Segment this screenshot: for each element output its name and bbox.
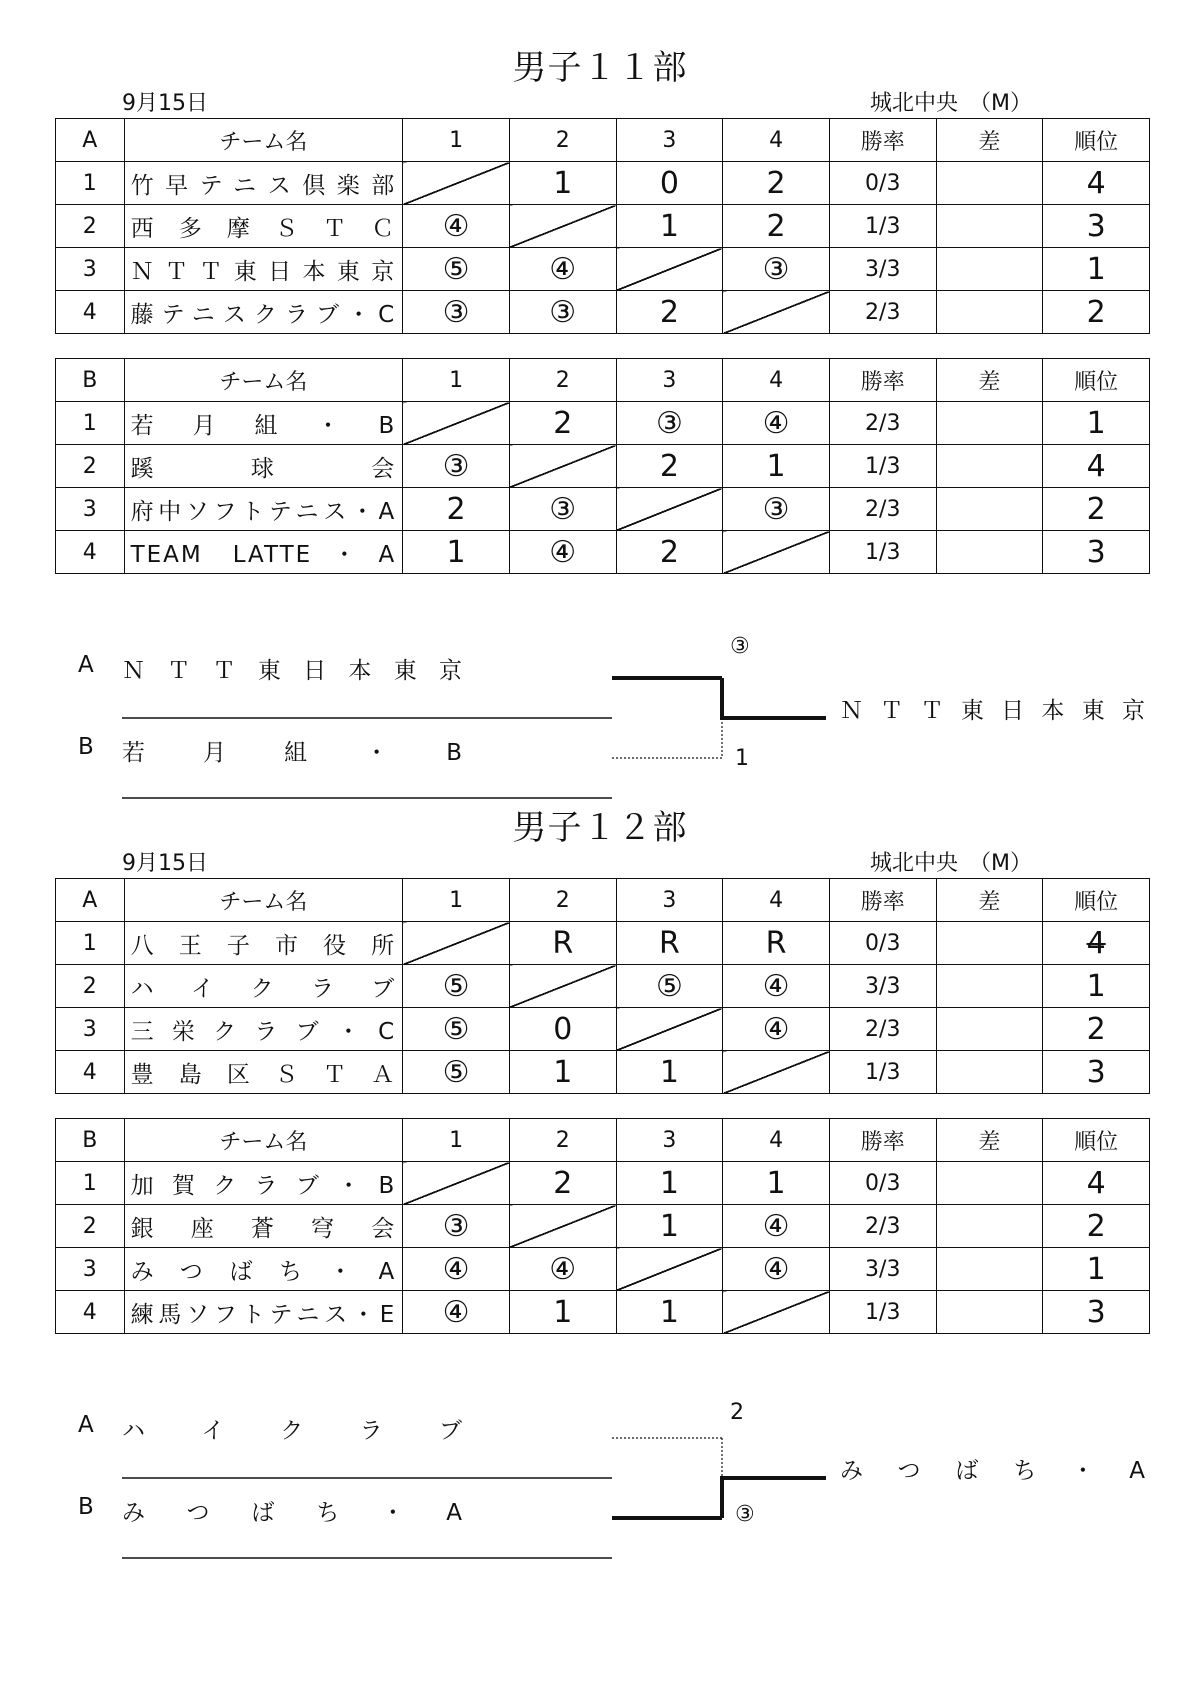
- score-cell: ③: [403, 445, 510, 488]
- rank: 1: [1043, 965, 1150, 1008]
- win-rate: 2/3: [829, 1205, 936, 1248]
- row-number: 2: [56, 965, 125, 1008]
- rank: 1: [1043, 402, 1150, 445]
- column-header: チーム名: [124, 1119, 403, 1162]
- score-cell: ④: [723, 1205, 830, 1248]
- point-diff: [936, 1051, 1043, 1094]
- score-cell: ⑤: [403, 248, 510, 291]
- table-row: [56, 402, 1150, 445]
- point-diff: [936, 1291, 1043, 1334]
- final-winner: みつばち・A: [840, 1458, 1145, 1484]
- score-cell: 2: [509, 1162, 616, 1205]
- column-header: 2: [509, 1119, 616, 1162]
- score-cell: ③: [723, 248, 830, 291]
- score-cell: ④: [509, 248, 616, 291]
- point-diff: [936, 488, 1043, 531]
- team-name: 三栄クラブ・C: [124, 1008, 403, 1051]
- group-table-a: [55, 118, 1150, 334]
- team-name: 若月組・B: [124, 402, 403, 445]
- team-name: みつばち・A: [124, 1248, 403, 1291]
- bracket-lines: [0, 1390, 1200, 1570]
- score-cell: R: [616, 922, 723, 965]
- column-header: 勝率: [829, 1119, 936, 1162]
- rank: 3: [1043, 205, 1150, 248]
- score-cell: 1: [616, 1291, 723, 1334]
- column-header: 差: [936, 359, 1043, 402]
- point-diff: [936, 1248, 1043, 1291]
- row-number: 3: [56, 488, 125, 531]
- rank: 4: [1043, 922, 1150, 965]
- diagonal-cell: [509, 965, 616, 1008]
- team-name: 竹早テニス倶楽部: [124, 162, 403, 205]
- final-a-label: A: [78, 652, 94, 678]
- score-cell: ④: [403, 1291, 510, 1334]
- team-name: ＮＴＴ東日本東京: [124, 248, 403, 291]
- table-row: [56, 1291, 1150, 1334]
- final-a-score: 2: [730, 1400, 744, 1425]
- diagonal-cell: [723, 1051, 830, 1094]
- diagonal-cell: [616, 1248, 723, 1291]
- final-b-label: B: [78, 734, 94, 760]
- diagonal-cell: [403, 922, 510, 965]
- score-cell: 1: [509, 1291, 616, 1334]
- team-name: 豊島区ＳＴＡ: [124, 1051, 403, 1094]
- point-diff: [936, 162, 1043, 205]
- team-name: 加賀クラブ・B: [124, 1162, 403, 1205]
- score-cell: 2: [509, 402, 616, 445]
- score-cell: ③: [723, 488, 830, 531]
- table-row: [56, 291, 1150, 334]
- score-cell: ④: [509, 531, 616, 574]
- team-name: 藤テニスクラブ・C: [124, 291, 403, 334]
- score-cell: 1: [616, 1205, 723, 1248]
- diagonal-cell: [509, 205, 616, 248]
- final-b-label: B: [78, 1494, 94, 1520]
- diagonal-cell: [723, 1291, 830, 1334]
- row-number: 1: [56, 162, 125, 205]
- point-diff: [936, 205, 1043, 248]
- rank: 1: [1043, 248, 1150, 291]
- score-cell: 1: [723, 445, 830, 488]
- point-diff: [936, 1205, 1043, 1248]
- win-rate: 3/3: [829, 1248, 936, 1291]
- win-rate: 1/3: [829, 205, 936, 248]
- point-diff: [936, 445, 1043, 488]
- point-diff: [936, 1162, 1043, 1205]
- rank: 3: [1043, 1051, 1150, 1094]
- score-cell: 1: [616, 1051, 723, 1094]
- column-header: 順位: [1043, 879, 1150, 922]
- win-rate: 2/3: [829, 1008, 936, 1051]
- match-date: 9月15日: [122, 91, 208, 116]
- column-header: 勝率: [829, 119, 936, 162]
- final-b-score: 1: [735, 746, 749, 771]
- score-cell: 2: [616, 291, 723, 334]
- table-row: [56, 922, 1150, 965]
- win-rate: 2/3: [829, 291, 936, 334]
- score-cell: 0: [616, 162, 723, 205]
- final-bracket: [0, 630, 1200, 810]
- final-b-team: 若月組・B: [122, 740, 462, 766]
- diagonal-cell: [723, 531, 830, 574]
- column-header: 4: [723, 359, 830, 402]
- final-b-score: ③: [735, 1502, 755, 1527]
- table-row: [56, 205, 1150, 248]
- team-name: 蹊球会: [124, 445, 403, 488]
- score-cell: ④: [723, 1248, 830, 1291]
- final-a-team: ＮＴＴ東日本東京: [122, 658, 462, 684]
- row-number: 3: [56, 248, 125, 291]
- column-header: 勝率: [829, 359, 936, 402]
- rank: 3: [1043, 1291, 1150, 1334]
- diagonal-cell: [403, 402, 510, 445]
- row-number: 1: [56, 402, 125, 445]
- column-header: 2: [509, 879, 616, 922]
- venue: 城北中央 （M）: [870, 91, 1032, 116]
- score-cell: ③: [509, 488, 616, 531]
- column-header: 勝率: [829, 879, 936, 922]
- group-label: A: [56, 119, 125, 162]
- venue: 城北中央 （M）: [870, 851, 1032, 876]
- win-rate: 1/3: [829, 1051, 936, 1094]
- rank: 2: [1043, 1008, 1150, 1051]
- score-cell: ⑤: [403, 1008, 510, 1051]
- column-header: 順位: [1043, 359, 1150, 402]
- group-label: A: [56, 879, 125, 922]
- win-rate: 1/3: [829, 445, 936, 488]
- diagonal-cell: [616, 248, 723, 291]
- column-header: 順位: [1043, 1119, 1150, 1162]
- column-header: 1: [403, 1119, 510, 1162]
- header-row: [56, 119, 1150, 162]
- win-rate: 0/3: [829, 162, 936, 205]
- score-cell: R: [509, 922, 616, 965]
- win-rate: 0/3: [829, 922, 936, 965]
- column-header: 1: [403, 879, 510, 922]
- score-cell: ③: [616, 402, 723, 445]
- table-row: [56, 1248, 1150, 1291]
- final-a-score: ③: [730, 634, 750, 659]
- column-header: 1: [403, 119, 510, 162]
- score-cell: 1: [403, 531, 510, 574]
- score-cell: 1: [723, 1162, 830, 1205]
- score-cell: ④: [403, 205, 510, 248]
- score-cell: 0: [509, 1008, 616, 1051]
- score-cell: ④: [723, 965, 830, 1008]
- row-number: 1: [56, 1162, 125, 1205]
- column-header: 2: [509, 119, 616, 162]
- win-rate: 3/3: [829, 248, 936, 291]
- group-label: B: [56, 1119, 125, 1162]
- score-cell: 2: [723, 162, 830, 205]
- final-a-label: A: [78, 1412, 94, 1438]
- column-header: 1: [403, 359, 510, 402]
- group-label: B: [56, 359, 125, 402]
- table-row: [56, 1205, 1150, 1248]
- rank: 2: [1043, 1205, 1150, 1248]
- table-row: [56, 162, 1150, 205]
- score-cell: ③: [403, 291, 510, 334]
- win-rate: 0/3: [829, 1162, 936, 1205]
- team-name: 府中ソフトテニス・A: [124, 488, 403, 531]
- row-number: 4: [56, 1051, 125, 1094]
- rank: 1: [1043, 1248, 1150, 1291]
- score-cell: 1: [616, 1162, 723, 1205]
- rank: 4: [1043, 1162, 1150, 1205]
- score-cell: R: [723, 922, 830, 965]
- score-cell: 2: [616, 445, 723, 488]
- bracket-lines: [0, 630, 1200, 810]
- team-name: 八王子市役所: [124, 922, 403, 965]
- row-number: 1: [56, 922, 125, 965]
- row-number: 2: [56, 445, 125, 488]
- table-row: [56, 1051, 1150, 1094]
- win-rate: 1/3: [829, 531, 936, 574]
- row-number: 4: [56, 531, 125, 574]
- final-bracket: [0, 1390, 1200, 1570]
- group-table-a: [55, 878, 1150, 1094]
- column-header: 4: [723, 1119, 830, 1162]
- score-cell: ③: [509, 291, 616, 334]
- point-diff: [936, 965, 1043, 1008]
- final-a-team: ハイクラブ: [122, 1418, 462, 1444]
- point-diff: [936, 248, 1043, 291]
- team-name: TEAM LATTE・A: [124, 531, 403, 574]
- team-name: 銀座蒼穹会: [124, 1205, 403, 1248]
- header-row: [56, 1119, 1150, 1162]
- group-table-b: [55, 358, 1150, 574]
- final-b-team: みつばち・A: [122, 1500, 462, 1526]
- win-rate: 2/3: [829, 402, 936, 445]
- column-header: 差: [936, 879, 1043, 922]
- table-row: [56, 488, 1150, 531]
- row-number: 2: [56, 1205, 125, 1248]
- table-row: [56, 248, 1150, 291]
- score-cell: 1: [616, 205, 723, 248]
- column-header: 4: [723, 879, 830, 922]
- final-winner: ＮＴＴ東日本東京: [840, 698, 1145, 724]
- score-cell: 1: [509, 162, 616, 205]
- score-cell: ④: [509, 1248, 616, 1291]
- column-header: チーム名: [124, 359, 403, 402]
- score-cell: ④: [723, 1008, 830, 1051]
- table-row: [56, 1162, 1150, 1205]
- point-diff: [936, 1008, 1043, 1051]
- win-rate: 3/3: [829, 965, 936, 1008]
- header-row: [56, 879, 1150, 922]
- diagonal-cell: [509, 445, 616, 488]
- score-cell: ③: [403, 1205, 510, 1248]
- column-header: 3: [616, 879, 723, 922]
- row-number: 4: [56, 291, 125, 334]
- column-header: 差: [936, 1119, 1043, 1162]
- table-row: [56, 1008, 1150, 1051]
- diagonal-cell: [403, 1162, 510, 1205]
- column-header: 2: [509, 359, 616, 402]
- column-header: 3: [616, 119, 723, 162]
- diagonal-cell: [403, 162, 510, 205]
- win-rate: 1/3: [829, 1291, 936, 1334]
- rank: 4: [1043, 445, 1150, 488]
- row-number: 2: [56, 205, 125, 248]
- group-table-b: [55, 1118, 1150, 1334]
- point-diff: [936, 922, 1043, 965]
- rank: 3: [1043, 531, 1150, 574]
- column-header: チーム名: [124, 119, 403, 162]
- score-cell: 2: [616, 531, 723, 574]
- header-row: [56, 359, 1150, 402]
- diagonal-cell: [616, 1008, 723, 1051]
- rank: 2: [1043, 291, 1150, 334]
- diagonal-cell: [723, 291, 830, 334]
- column-header: 4: [723, 119, 830, 162]
- score-cell: ⑤: [403, 1051, 510, 1094]
- rank: 4: [1043, 162, 1150, 205]
- row-number: 3: [56, 1248, 125, 1291]
- row-number: 4: [56, 1291, 125, 1334]
- score-cell: ④: [403, 1248, 510, 1291]
- team-name: 西多摩ＳＴＣ: [124, 205, 403, 248]
- row-number: 3: [56, 1008, 125, 1051]
- score-cell: 1: [509, 1051, 616, 1094]
- team-name: 練馬ソフトテニス・E: [124, 1291, 403, 1334]
- column-header: 3: [616, 359, 723, 402]
- column-header: チーム名: [124, 879, 403, 922]
- point-diff: [936, 402, 1043, 445]
- match-date: 9月15日: [122, 851, 208, 876]
- table-row: [56, 445, 1150, 488]
- score-cell: ④: [723, 402, 830, 445]
- point-diff: [936, 531, 1043, 574]
- diagonal-cell: [509, 1205, 616, 1248]
- section-title: 男子１１部: [512, 48, 688, 88]
- column-header: 順位: [1043, 119, 1150, 162]
- diagonal-cell: [616, 488, 723, 531]
- table-row: [56, 531, 1150, 574]
- team-name: ハイクラブ: [124, 965, 403, 1008]
- score-cell: ⑤: [616, 965, 723, 1008]
- score-cell: ⑤: [403, 965, 510, 1008]
- win-rate: 2/3: [829, 488, 936, 531]
- point-diff: [936, 291, 1043, 334]
- score-cell: 2: [403, 488, 510, 531]
- score-cell: 2: [723, 205, 830, 248]
- rank: 2: [1043, 488, 1150, 531]
- table-row: [56, 965, 1150, 1008]
- column-header: 差: [936, 119, 1043, 162]
- column-header: 3: [616, 1119, 723, 1162]
- section-title: 男子１２部: [512, 808, 688, 848]
